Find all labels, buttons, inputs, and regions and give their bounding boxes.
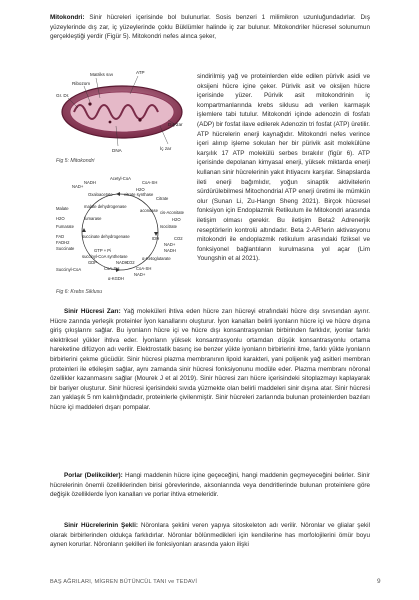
label-co2: CO2 xyxy=(174,236,183,241)
label-fadh2: FADH2 xyxy=(56,240,70,245)
label-citrate-synthase: citrate synthase xyxy=(124,192,154,197)
label-cis-aconitate: cis-Aconitate xyxy=(160,210,184,215)
paragraph-text: Nöronlara şeklini veren yapıya sitoskeleton adı verilir. Nöronlar ve glialar şekil olarak birbirlerinden oldukça farklıdırlar. Nöronlar bölünmedikleri için kendilerine has morfolojilerini ömür boyu aynen korurlar. Nöronların şekilleri ile fonksiyonları arasında yakın ilişki xyxy=(50,522,370,549)
figure-mitochondrion xyxy=(50,64,190,154)
label-idh: IDH xyxy=(152,236,160,241)
label-succinate-dehydrogenase: succinate dehydrogenase xyxy=(82,234,130,239)
label-fad: FAD xyxy=(56,234,65,239)
label-succinyl-coa-synthetase: succinyl-CoA synthetase xyxy=(82,254,128,259)
label-nad-2: NAD+ xyxy=(164,242,176,247)
label-gtp-pi: GTP + Pi xyxy=(94,248,112,253)
paragraph-mitokondri-intro xyxy=(50,13,370,42)
figure6-caption: Fig 6: Krebs Siklusu xyxy=(56,289,103,295)
figure5-caption: Fig 5: Mitokondri xyxy=(56,158,95,164)
label-h2o-3: H2O xyxy=(56,216,65,221)
paragraph-lead: Sinir Hücrelerinin Şekli: xyxy=(64,522,138,529)
paragraph-porlar xyxy=(50,471,370,500)
label-ribosome: Ribozom xyxy=(72,81,91,86)
paragraph-lead: Sinir Hücresi Zarı: xyxy=(64,308,121,315)
paragraph-lead: Porlar (Delikcikler): xyxy=(64,472,123,479)
label-h2o-2: H2O xyxy=(172,217,181,222)
label-acetyl-coa: Acetyl-CoA xyxy=(110,176,131,181)
mitochondrion-illustration xyxy=(50,64,190,154)
label-fumarase: fumarase xyxy=(84,216,102,221)
label-coa-sh: CoA-SH xyxy=(142,180,158,185)
label-coa-sh-3: CoA-SH xyxy=(104,266,120,271)
label-h2o: H2O xyxy=(136,187,145,192)
label-alpha-ketoglutarate: α-Ketoglutarate xyxy=(142,256,171,261)
paragraph-text: sindirilmiş yağ ve proteinlerden elde edilen pürivik asidi ve oksijeni hücre içine çeker. Pürivik asit ve oksijen hücre içerisinde yüzer. Pürivik asit mitokondrinin iç kompartmanlarında krebs siklusu adı verilen karmaşık işlemlere tabi tutulur. Mitokondri içinde adenozin di fosfatı (ADP) bir fosfat ilave edilerek Adenozin tri fosfat (ATP) üretilir. ATP hücrelerin enerji kaynağıdır. Mitokondri nefes verince içeri alınıp işleme sokulan her bir pürivik asit molekülüne karşılık 17 ATP molekülü serbes bırakılır (figür 6). ATP içerisinde depolanan kimyasal enerji, yüksek miktarda enerji kullanan sinir hücrelerinin yakıt ihtiyacını karşılar. Sinapslarda ileti enerji bağımlıdır, yoğun sinaptik aktivitelerin sürdürülebilmesi Mitochondrial ATP enerji üretimi ile mümkün olur (Sunan Li, Zu-Hangn Sheng 2021). Birçok hücresel fonksiyon için Endoplazmik Retikulum ile Mitokondri arasında iletişim olması gerekir. Bu iletişim Beta2 Adrenerjik reseptörlerin kontrolü altındadır. Beta 2-AR'lerin aktivasyonu mitokondri ile endoplazmik retikulum arasındaki fiziksel ve fonksiyonel bağlantıların kurulmasına yol açar (Lim Youngshin et al 2021). xyxy=(197,73,370,263)
label-nadh: NADH xyxy=(84,180,96,185)
paragraph-lead: Mitokondri: xyxy=(50,14,85,21)
label-matrix: Matriks sıvı xyxy=(90,72,114,77)
page-number: 9 xyxy=(377,578,381,585)
label-alpha-kgdh: α-KGDH xyxy=(108,276,124,281)
label-nadh-2: NADH xyxy=(164,248,176,253)
label-malate-dehydrogenase: malate dehydrogenase xyxy=(84,204,127,209)
label-citrate: Citrate xyxy=(156,196,169,201)
label-coa-sh-2: CoA-SH xyxy=(136,266,152,271)
label-nad: NAD+ xyxy=(72,184,84,189)
label-gdp: GDP xyxy=(88,260,98,265)
label-nad-3: NAD+ xyxy=(134,272,146,277)
label-aconitase: aconitase xyxy=(140,208,158,213)
paragraph-sinir-hucresi-zari xyxy=(50,307,370,413)
label-fumarate: Fumarate xyxy=(56,224,74,229)
label-malate: Malate xyxy=(56,206,69,211)
paragraph-sinir-hucrelerinin-sekli xyxy=(50,521,370,550)
label-oxaloacetate: Oxaloacetate xyxy=(88,192,113,197)
label-succinyl-coa: Succinyl-CoA xyxy=(56,267,82,272)
label-inner-membrane: İç zar xyxy=(160,146,172,151)
label-succinate: Succinate xyxy=(56,246,75,251)
label-dna: DNA xyxy=(112,148,122,153)
footer-book-title: BAŞ AĞRILARI, MİGREN BÜTÜNCÜL TANI ve TEDAVİ xyxy=(50,579,198,585)
figure-krebs-cycle xyxy=(52,174,192,284)
label-nadh-3: NADH xyxy=(116,260,128,265)
paragraph-mitokondri-function xyxy=(197,72,370,264)
paragraph-text: Yağ moleküleri ihtiva eden hücre zarı hücreyi etrafındaki hücre dışı sıvısından ayırır. Hücre zarında yerleşik proteinler İyon kanallarını oluşturur. İyon kanalları belirli iyonların hücre içi ve hücre dışına giriş çıkışlarını sağlar. Bu iyonların hücre içi ve hücre dışı konsantrasyonları birbirinden farklıdır, iyonlar farklı elektriksel yükler ihtiva eder. İyonların yüksek konsantrasyonlu ortamdan düşük konsantrasyonlu ortama hareketine difüzyon adı verilir. Elektrostatik basınç ise benzer yükte iyonların birbirlerini itme, farklı yükte iyonların birbirlerini çekme gücüdür. Sinir hücresi plazma membranının lipoid karakteri, yani polijenik yağ asitleri membran proteinleri ile etkileşim sağlar, aynı zamanda sinir hücresi fonksiyonunu modüle eder. Plazma membranı nöronal özellikler kazanmasını sağlar (Mourek J et al 2019). Sinir hücresi zarı hücre içerisindeki sitoplazmayı kaplayarak bir bariyer oluşturur. Sinir hücresi içerisindeki sıvıda yüzmekte olan belirli maddeleri sinir dışına atar. Sinir hücresi zarı yaklaşık 5 nm kalınlığındadır, proteinlerle çivilenmiştir. Sinir hücreleri zarlarında bulunan proteinlerden bazıları hücre içi maddeleri dışarı pompalar. xyxy=(50,308,370,411)
paragraph-text: Hangi maddenin hücre içine geçeceğini, hangi maddenin geçmeyeceğini belirler. Sinir hücrelerinin önemli özelliklerinden birisi görevlerinde, aksonlarında veya dendritlerinde bulunan proteinlere göre değişik özelliklerde İyon kanalları ve porlar ihtiva etmeleridir. xyxy=(50,472,370,499)
label-outer-membrane: Dış zar xyxy=(168,122,183,127)
krebs-cycle-diagram xyxy=(52,174,192,284)
label-co2-2: CO2 xyxy=(126,260,135,265)
label-granule: Gr. Dr. xyxy=(56,93,70,98)
paragraph-text: Sinir hücreleri içerisinde bol bulunurlar. Sosis benzeri 1 milimikron uzunluğundadırlar. Dış yüzeylerinde dış zar, iç yüzeylerinde çoklu Büklümler halinde iç zar bulunur. Mitokondriler hücresel solunumun gerçekleştiği yerdir (Figür 5). Mitokondri nefes alınca şeker, xyxy=(50,14,370,41)
label-atp: ATP xyxy=(136,70,145,75)
label-isocitrate: Isocitrate xyxy=(160,224,177,229)
